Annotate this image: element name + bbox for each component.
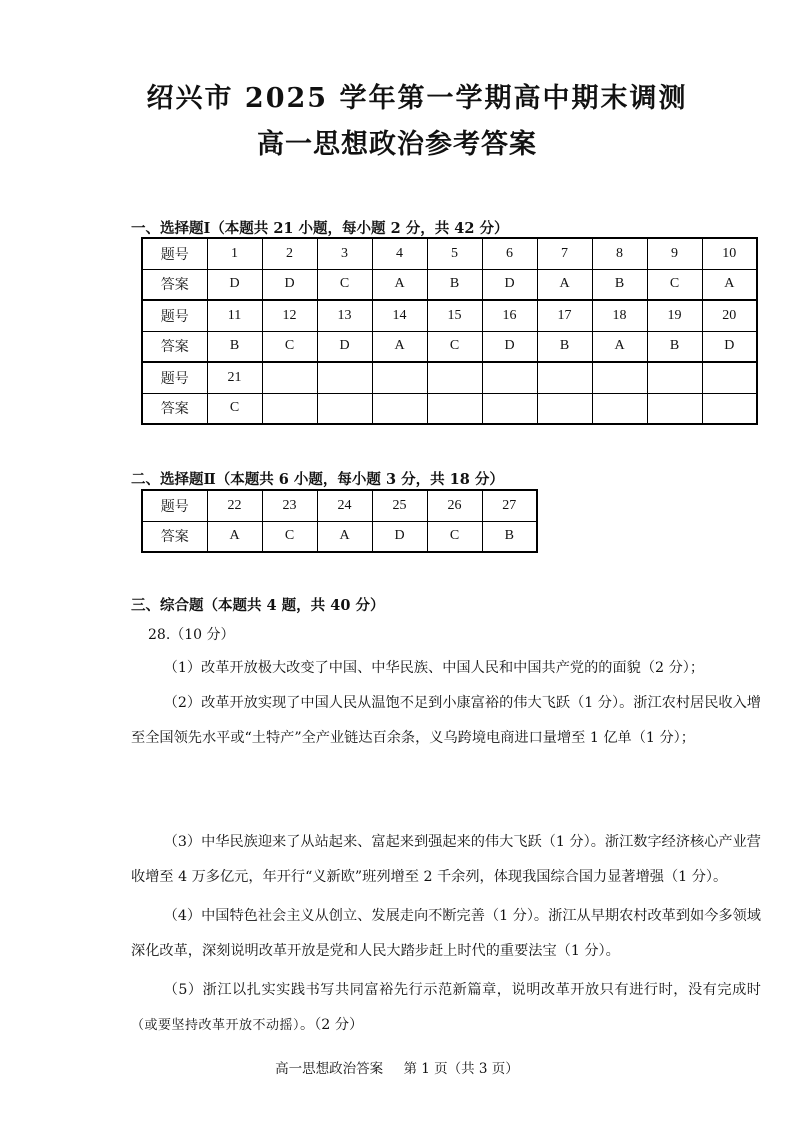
- table-cell: D: [262, 269, 317, 300]
- table-cell: C: [317, 269, 372, 300]
- table-cell: D: [317, 331, 372, 362]
- question-number-row: [142, 300, 757, 331]
- table-cell: 7: [537, 238, 592, 269]
- table-cell: 25: [372, 490, 427, 521]
- question-number-row: [142, 238, 757, 269]
- table-cell: B: [647, 331, 702, 362]
- answer-row: [142, 521, 537, 552]
- table-cell: C: [262, 331, 317, 362]
- answer-row: [142, 269, 757, 300]
- table-cell: [537, 393, 592, 424]
- table-cell: A: [372, 269, 427, 300]
- table-cell: 23: [262, 490, 317, 521]
- table-cell: 20: [702, 300, 757, 331]
- answer-para-5-alt: （或要坚持改革开放不动摇）: [131, 1017, 301, 1033]
- page-title: 绍兴市 2025 学年第一学期高中期末调测: [146, 83, 688, 114]
- answer-table-2: [141, 489, 538, 553]
- row-label: 答案: [142, 331, 207, 362]
- table-cell: C: [427, 331, 482, 362]
- table-cell: 1: [207, 238, 262, 269]
- table-cell: 27: [482, 490, 537, 521]
- row-label: 题号: [142, 362, 207, 393]
- answer-row: [142, 331, 757, 362]
- answer-table-1: [141, 237, 758, 425]
- table-cell: 10: [702, 238, 757, 269]
- answer-row: [142, 393, 757, 424]
- table-cell: 9: [647, 238, 702, 269]
- answer-para-4: （4）中国特色社会主义从创立、发展走向不断完善（1 分）。浙江从早期农村改革到如今多领域深化改革，深刻说明改革开放是党和人民大踏步赶上时代的重要法宝（1 分）。: [131, 908, 761, 959]
- table-cell: A: [537, 269, 592, 300]
- table-cell: 16: [482, 300, 537, 331]
- row-label: 题号: [142, 490, 207, 521]
- section2-heading: 二、选择题Ⅱ（本题共 6 小题，每小题 3 分，共 18 分）: [131, 471, 504, 488]
- table-cell: B: [207, 331, 262, 362]
- table-cell: 19: [647, 300, 702, 331]
- answer-para-2: （2）改革开放实现了中国人民从温饱不足到小康富裕的伟大飞跃（1 分）。浙江农村居民收入增至全国领先水平或“土特产”全产业链达百余条，义乌跨境电商进口量增至 1 亿单（1 分）；: [131, 695, 761, 746]
- table-cell: B: [537, 331, 592, 362]
- table-cell: [372, 362, 427, 393]
- table-cell: [537, 362, 592, 393]
- page-footer: [0, 1057, 794, 1077]
- question-28-label: 28.（10 分）: [148, 627, 235, 643]
- table-cell: 3: [317, 238, 372, 269]
- table-cell: 21: [207, 362, 262, 393]
- table-cell: 22: [207, 490, 262, 521]
- row-label: 题号: [142, 300, 207, 331]
- table-cell: 2: [262, 238, 317, 269]
- table-cell: 11: [207, 300, 262, 331]
- table-cell: C: [262, 521, 317, 552]
- table-cell: 14: [372, 300, 427, 331]
- table-cell: [317, 362, 372, 393]
- table-cell: A: [702, 269, 757, 300]
- table-cell: [372, 393, 427, 424]
- table-cell: A: [592, 331, 647, 362]
- table-cell: 4: [372, 238, 427, 269]
- table-cell: 24: [317, 490, 372, 521]
- table-cell: D: [207, 269, 262, 300]
- table-cell: C: [647, 269, 702, 300]
- table-cell: 12: [262, 300, 317, 331]
- table-cell: 26: [427, 490, 482, 521]
- answer-para-3: （3）中华民族迎来了从站起来、富起来到强起来的伟大飞跃（1 分）。浙江数字经济核心产业营收增至 4 万多亿元，年开行“义新欧”班列增至 2 千余列，体现我国综合国力显著增强（1 分）。: [131, 834, 761, 885]
- question-number-row: [142, 362, 757, 393]
- table-cell: [427, 362, 482, 393]
- table-cell: B: [482, 521, 537, 552]
- table-cell: [482, 362, 537, 393]
- footer-subject: 高一思想政治答案: [275, 1061, 384, 1077]
- table-cell: [482, 393, 537, 424]
- table-cell: [647, 393, 702, 424]
- question-number-row: [142, 490, 537, 521]
- table-cell: [702, 393, 757, 424]
- answer-para-1: （1）改革开放极大改变了中国、中华民族、中国人民和中国共产党的的面貌（2 分）；: [163, 660, 705, 676]
- table-cell: [262, 362, 317, 393]
- answer-para-5-main: （5）浙江以扎实实践书写共同富裕先行示范新篇章，说明改革开放只有进行时，没有完成时: [163, 982, 761, 998]
- table-cell: 6: [482, 238, 537, 269]
- answer-para-5: [131, 973, 761, 1043]
- row-label: 题号: [142, 238, 207, 269]
- row-label: 答案: [142, 521, 207, 552]
- table-cell: A: [372, 331, 427, 362]
- table-cell: A: [317, 521, 372, 552]
- table-cell: [592, 362, 647, 393]
- table-cell: B: [427, 269, 482, 300]
- table-cell: D: [372, 521, 427, 552]
- table-cell: [592, 393, 647, 424]
- section3-heading: 三、综合题（本题共 4 题，共 40 分）: [131, 597, 385, 614]
- table-cell: 8: [592, 238, 647, 269]
- table-cell: D: [482, 269, 537, 300]
- answer-para-5-end: 。（2 分）: [300, 1016, 364, 1033]
- table-cell: [317, 393, 372, 424]
- page-subtitle: 高一思想政治参考答案: [257, 129, 537, 160]
- table-cell: 5: [427, 238, 482, 269]
- row-label: 答案: [142, 269, 207, 300]
- table-cell: 17: [537, 300, 592, 331]
- footer-page-number: 第 1 页（共 3 页）: [403, 1061, 519, 1077]
- row-label: 答案: [142, 393, 207, 424]
- table-cell: [262, 393, 317, 424]
- table-cell: C: [427, 521, 482, 552]
- table-cell: 15: [427, 300, 482, 331]
- table-cell: B: [592, 269, 647, 300]
- table-cell: 13: [317, 300, 372, 331]
- table-cell: D: [482, 331, 537, 362]
- table-cell: [647, 362, 702, 393]
- table-cell: C: [207, 393, 262, 424]
- section1-heading: 一、选择题Ⅰ（本题共 21 小题，每小题 2 分，共 42 分）: [131, 220, 509, 237]
- table-cell: [427, 393, 482, 424]
- table-cell: 18: [592, 300, 647, 331]
- table-cell: D: [702, 331, 757, 362]
- table-cell: [702, 362, 757, 393]
- table-cell: A: [207, 521, 262, 552]
